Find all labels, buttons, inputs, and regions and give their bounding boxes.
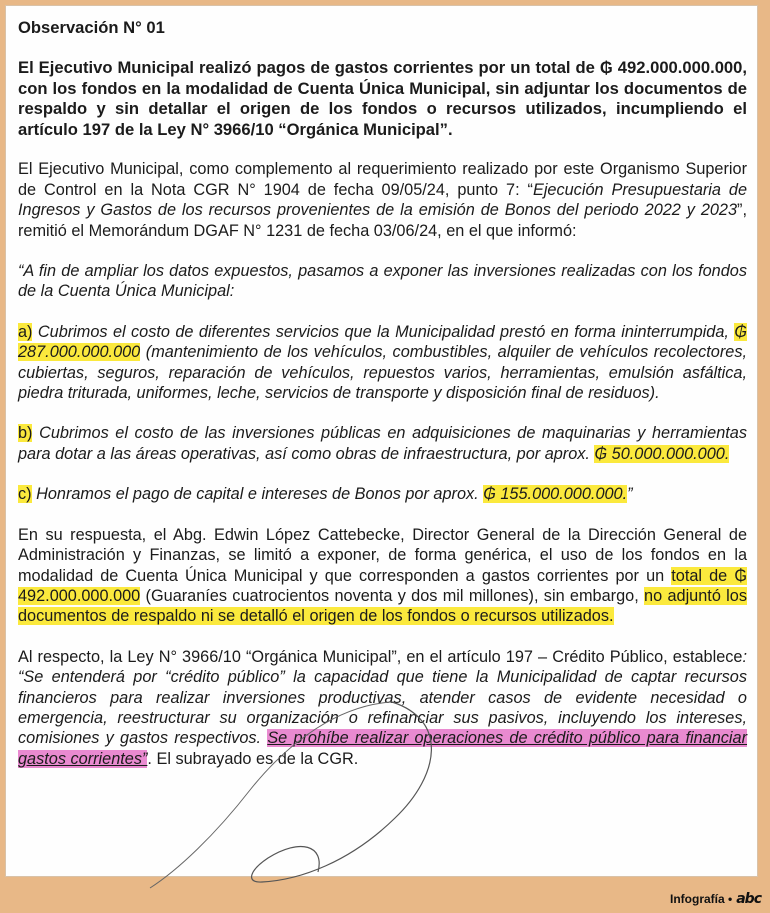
paragraph-law-text-1: Al respecto, la Ley N° 3966/10 “Orgánica Municipal”, en el artículo 197 – Crédito Público, establece <box>18 647 743 666</box>
footer-credit <box>670 891 761 907</box>
item-c-text-1: Honramos el pago de capital e intereses de Bonos por aprox. <box>31 485 484 504</box>
paragraph-response-highlight-missing-docs: no adjuntó los documentos de respaldo ni se detalló el origen de los fondos o recursos utilizados. <box>18 586 747 626</box>
document-page <box>5 5 758 877</box>
item-c <box>18 484 747 504</box>
observation-summary: El Ejecutivo Municipal realizó pagos de gastos corrientes por un total de ₲ 492.000.000.000, con los fondos en la modalidad de Cuenta Única Municipal, sin adjuntar los documentos de respaldo y sin detallar el origen de los fondos o recursos utilizados, incumpliendo el artículo 197 de la Ley N° 3966/10 “Orgánica Municipal”. <box>18 58 747 139</box>
paragraph-response-highlight-total: total de ₲ 492.000.000.000 <box>18 566 747 605</box>
quote-intro: “A fin de ampliar los datos expuestos, pasamos a exponer las inversiones realizadas con los fondos de la Cuenta Única Municipal: <box>18 262 747 301</box>
observation-title: Observación N° 01 <box>18 18 165 37</box>
item-a <box>18 322 747 404</box>
paragraph-complement-text-b: ”, remitió el Memorándum DGAF N° 1231 de fecha 03/06/24, en el que informó: <box>18 201 747 240</box>
paragraph-law-text-2: . El subrayado es de la CGR. <box>147 749 359 768</box>
item-c-amount: ₲ 155.000.000.000. <box>483 485 628 504</box>
item-b-letter: b) <box>18 424 33 443</box>
paragraph-response-text-1: En su respuesta, el Abg. Edwin López Cattebecke, Director General de la Dirección General de Administración y Finanzas, se limitó a exponer, de forma genérica, el uso de los fondos en la modalidad de Cuenta Única Municipal y que corresponden a gastos corrientes por un <box>18 525 747 585</box>
item-c-close-quote: ” <box>627 485 633 504</box>
item-a-text-2: (mantenimiento de los vehículos, combustibles, alquiler de vehículos recolectores, cubiertas, seguros, reparación de vehículos, repuestos varios, herramientas, emulsión asfáltica, piedra triturada, uniformes, leche, servicios de transporte y disposición final de residuos). <box>18 343 747 403</box>
paragraph-law-quote: : “Se entenderá por “crédito público” la capacidad que tiene la Municipalidad de captar recursos financieros para realizar inversiones productivas, atender casos de evidente necesidad o emergencia, reestructurar su organización o refinanciar sus pasivos, incluyendo los intereses, comisiones y gastos respectivos. <box>18 647 747 748</box>
paragraph-law-pink-highlight: Se prohíbe realizar operaciones de crédito público para financiar gastos corrientes” <box>18 729 748 768</box>
item-b-amount: ₲ 50.000.000.000. <box>594 444 730 463</box>
item-c-letter: c) <box>18 485 32 504</box>
item-a-letter: a) <box>18 322 33 341</box>
paragraph-response <box>18 525 747 627</box>
item-b <box>18 423 747 464</box>
footer-label: Infografía • <box>670 892 733 906</box>
item-a-amount: ₲ 287.000.000.000 <box>18 322 747 362</box>
paragraph-law <box>18 647 747 769</box>
item-a-text-1: Cubrimos el costo de diferentes servicios que la Municipalidad prestó en forma ininterrumpida, <box>32 322 735 341</box>
paragraph-complement <box>18 159 747 241</box>
paragraph-complement-text-a: El Ejecutivo Municipal, como complemento al requerimiento realizado por este Organismo Superior de Control en la Nota CGR N° 1904 de fecha 09/05/24, punto 7: “ <box>18 160 747 199</box>
abc-logo: abc <box>736 891 761 907</box>
paragraph-response-text-2: (Guaraníes cuatrocientos noventa y dos mil millones), sin embargo, <box>140 586 645 605</box>
item-b-text-1: Cubrimos el costo de las inversiones públicas en adquisiciones de maquinarias y herramientas para dotar a las áreas operativas, así como obras de infraestructura, por aprox. <box>18 424 747 463</box>
paragraph-complement-italic: Ejecución Presupuestaria de Ingresos y Gastos de los recursos provenientes de la emisión de Bonos del periodo 2022 y 2023 <box>18 180 748 220</box>
